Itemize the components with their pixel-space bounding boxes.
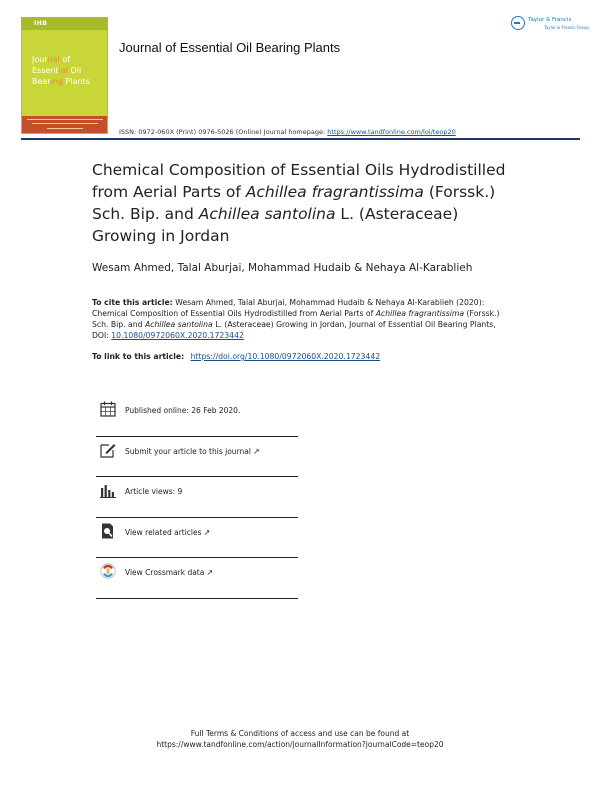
cover-title-segment: Bear xyxy=(32,77,51,86)
info-row-submit[interactable] xyxy=(96,437,298,478)
page-footer xyxy=(0,728,600,750)
header-divider xyxy=(21,138,580,140)
cover-title-segment: nal xyxy=(47,55,60,64)
publisher-subname: Taylor & Francis Group xyxy=(544,25,589,30)
publisher-logo[interactable] xyxy=(511,16,589,40)
cover-bottom-band xyxy=(22,116,107,133)
citation-segment: L. (Asteraceae) Growing in Jordan, Journal of Essential Oil Bearing Plants, DOI: xyxy=(92,320,496,340)
search-document-icon xyxy=(100,523,116,539)
publisher-name: Taylor & Francis xyxy=(528,17,572,23)
citation-doi-link[interactable]: 10.1080/0972060X.2020.1723442 xyxy=(111,331,244,340)
article-title-segment: L. (Asteraceae) Growing in Jordan xyxy=(92,205,459,245)
article-title xyxy=(92,159,512,247)
info-row-published xyxy=(96,396,298,437)
article-title-segment: Chemical Composition of Essential Oils Hydrodistilled from Aerial Parts of xyxy=(92,161,506,201)
cover-logo: IHB xyxy=(34,20,48,27)
info-row-related[interactable] xyxy=(96,518,298,559)
citation-label: To cite this article: xyxy=(92,298,173,307)
publisher-logo-icon xyxy=(511,16,525,30)
article-doi-url[interactable]: https://doi.org/10.1080/0972060X.2020.1723442 xyxy=(190,352,381,361)
info-row-crossmark[interactable] xyxy=(96,558,298,599)
cover-title-segment: ial xyxy=(58,66,68,75)
cover-title-segment: Essent xyxy=(32,66,59,75)
cover-title xyxy=(32,54,104,87)
crossmark-link[interactable]: View Crossmark data ↗ xyxy=(125,568,214,577)
calendar-icon xyxy=(100,401,116,417)
external-link-icon: ↗ xyxy=(206,568,214,577)
journal-cover-image xyxy=(21,17,108,134)
cover-title-segment: Oil xyxy=(67,66,82,75)
external-link-icon: ↗ xyxy=(203,527,211,537)
article-authors: Wesam Ahmed, Talal Aburjai, Mohammad Hudaib & Nehaya Al-Karablieh xyxy=(92,262,473,274)
cover-title-segment: ing xyxy=(50,77,63,86)
cover-title-segment: Jour xyxy=(32,55,48,64)
article-views-label: Article views: 9 xyxy=(125,487,183,496)
cover-title-segment: Plants xyxy=(62,77,90,86)
submit-article-link[interactable]: Submit your article to this journal ↗ xyxy=(125,446,260,456)
article-info-list xyxy=(96,396,298,599)
article-title-segment: (Forssk.) Sch. Bip. and xyxy=(92,183,496,223)
article-title-segment: Achillea santolina xyxy=(198,205,336,223)
citation-block xyxy=(92,297,502,341)
footer-terms-url[interactable]: https://www.tandfonline.com/action/journalInformation?journalCode=teop20 xyxy=(156,740,444,749)
external-link-icon: ↗ xyxy=(252,446,260,456)
citation-segment: Achillea santolina xyxy=(144,320,213,329)
citation-segment: (Forssk.) Sch. Bip. and xyxy=(92,309,500,329)
cover-title-segment: of xyxy=(59,55,70,64)
edit-icon xyxy=(100,442,116,458)
footer-terms-line: Full Terms & Conditions of access and use can be found at xyxy=(190,729,410,738)
citation-segment: Wesam Ahmed, Talal Aburjai, Mohammad Hudaib & Nehaya Al-Karablieh (2020): Chemical Composition of Essential Oils Hydrodistilled from Aerial Parts of xyxy=(92,298,485,318)
issn-line xyxy=(119,128,456,136)
journal-title[interactable]: Journal of Essential Oil Bearing Plants xyxy=(119,40,341,55)
article-link-line xyxy=(92,352,380,361)
article-link-label: To link to this article: xyxy=(92,352,185,361)
article-title-segment: Achillea fragrantissima xyxy=(245,183,424,201)
published-online-label: Published online: 26 Feb 2020. xyxy=(125,406,241,415)
crossmark-icon xyxy=(100,563,116,579)
bar-chart-icon xyxy=(100,482,116,498)
related-articles-link[interactable]: View related articles ↗ xyxy=(125,527,211,537)
info-row-views xyxy=(96,477,298,518)
journal-homepage-link[interactable]: https://www.tandfonline.com/loi/teop20 xyxy=(327,128,456,136)
issn-text: ISSN: 0972-060X (Print) 0976-5026 (Online) Journal homepage: xyxy=(119,128,326,136)
citation-segment: Achillea fragrantissima xyxy=(375,309,465,318)
